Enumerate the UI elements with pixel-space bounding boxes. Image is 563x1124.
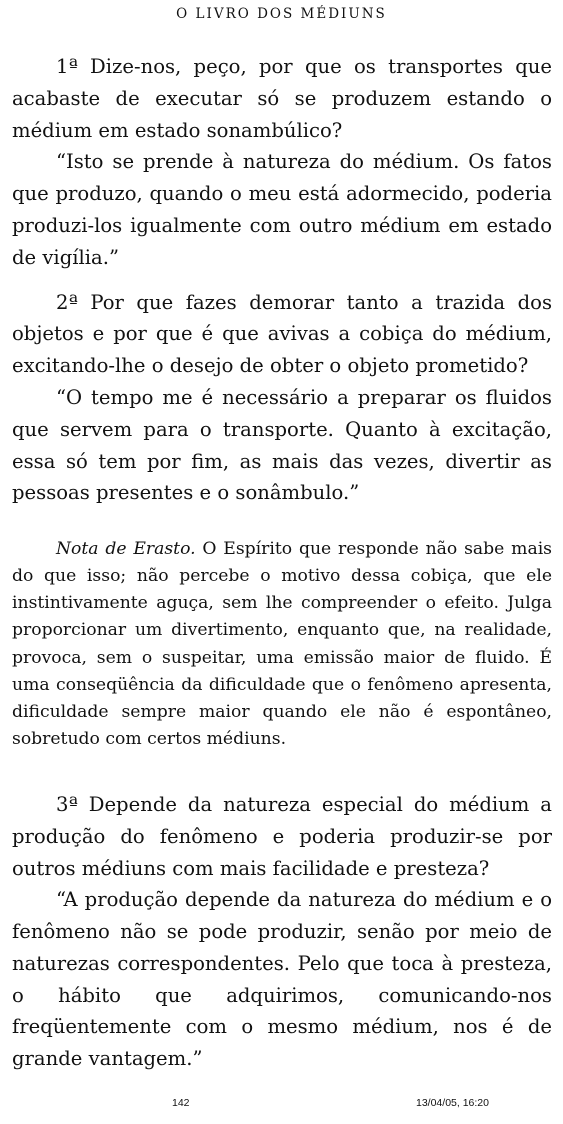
question-1: 1ª Dize-nos, peço, por que os transportes que acabaste de executar só se produzem estando o médium em estado sonambúlico? (12, 55, 552, 142)
answer-2: “O tempo me é necessário a preparar os fluidos que servem para o transporte. Quanto à excitação, essa só tem por fim, as mais das vezes, divertir as pessoas presentes e o sonâmbulo.” (12, 385, 552, 505)
question-2: 2ª Por que fazes demorar tanto a trazida dos objetos e por que é que avivas a cobiça do médium, excitando-lhe o desejo de obter o objeto prometido? (12, 290, 552, 378)
question-3: 3ª Depende da natureza especial do médium a produção do fenômeno e poderia produzir-se por outros médiuns com mais facilidade e presteza? (12, 792, 552, 880)
note-paragraph (12, 536, 552, 753)
running-head: O LIVRO DOS MÉDIUNS (176, 6, 387, 22)
print-timestamp: 13/04/05, 16:20 (416, 1097, 489, 1109)
page-number: 142 (172, 1097, 190, 1109)
note-text: O Espírito que responde não sabe mais do que isso; não percebe o motivo dessa cobiça, que ele instintivamente aguça, sem lhe compreender o efeito. Julga proporcionar um divertimento, enquanto que, na realidade, provoca, sem o suspeitar, uma emissão maior de fluido. É uma conseqüência da dificuldade que o fenômeno apresenta, dificuldade sempre maior quando ele não é espontâneo, sobretudo com certos médiuns. (12, 539, 553, 749)
note-label: Nota de Erasto. (56, 539, 196, 560)
page-body (12, 51, 552, 1075)
answer-3: “A produção depende da natureza do médium e o fenômeno não se pode produzir, senão por meio de naturezas correspondentes. Pelo que toca à presteza, o hábito que adquirimos, comunicando-nos freqüentemente com o mesmo médium, nos é de grande vantagem.” (12, 888, 552, 1071)
answer-1: “Isto se prende à natureza do médium. Os fatos que produzo, quando o meu está adormecido, poderia produzi-los igualmente com outro médium em estado de vigília.” (12, 150, 552, 269)
